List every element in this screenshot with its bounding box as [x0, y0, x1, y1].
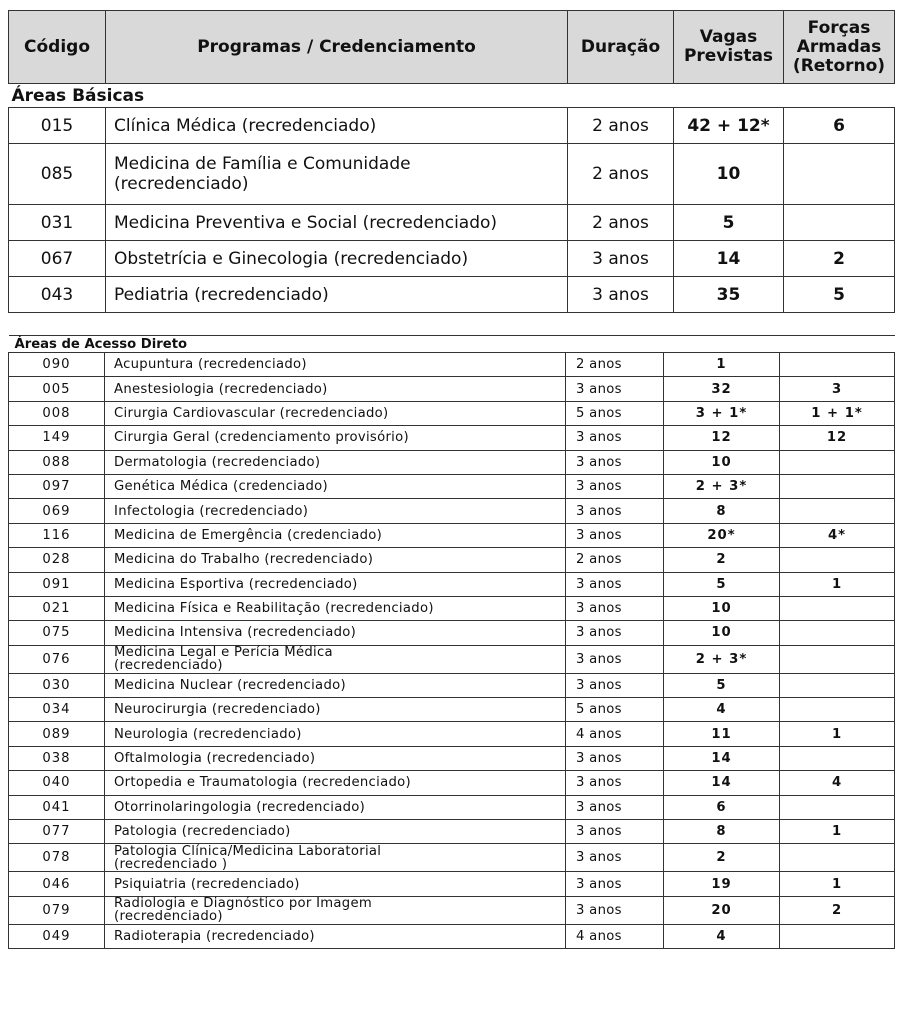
basic-areas-body: [9, 108, 895, 313]
program-name: [105, 844, 566, 872]
forcas-armadas: 5: [784, 277, 895, 313]
table-row: [9, 377, 895, 401]
vagas-previstas: 19: [664, 872, 780, 896]
vagas-previstas: 12: [664, 426, 780, 450]
duration: 3 anos: [566, 377, 664, 401]
vagas-previstas: 14: [664, 771, 780, 795]
table-row: [9, 722, 895, 746]
program-code: 076: [9, 645, 105, 673]
table-row: [9, 572, 895, 596]
program-name: Medicina Física e Reabilitação (recredenciado): [105, 596, 566, 620]
forcas-armadas: 1: [780, 572, 895, 596]
table-row: [9, 872, 895, 896]
program-name: Medicina Nuclear (recredenciado): [105, 673, 566, 697]
program-name: Patologia (recredenciado): [105, 820, 566, 844]
forcas-armadas: [780, 548, 895, 572]
duration: 3 anos: [566, 645, 664, 673]
program-name-line2: (recredenciado): [114, 658, 223, 674]
table-row: [9, 795, 895, 819]
forcas-armadas: 1: [780, 872, 895, 896]
vagas-previstas: 2: [664, 548, 780, 572]
table-row: [9, 426, 895, 450]
program-code: 075: [9, 621, 105, 645]
duration: 3 anos: [566, 872, 664, 896]
program-code: 090: [9, 353, 105, 377]
program-code: 015: [9, 108, 106, 144]
forcas-armadas: 12: [780, 426, 895, 450]
duration: 3 anos: [566, 596, 664, 620]
duration: 2 anos: [568, 144, 674, 205]
table-row: [9, 746, 895, 770]
header-programas: Programas / Credenciamento: [106, 11, 568, 84]
forcas-armadas: 1: [780, 820, 895, 844]
duration: 3 anos: [566, 746, 664, 770]
program-name: Genética Médica (credenciado): [105, 474, 566, 498]
program-name: Obstetrícia e Ginecologia (recredenciado): [106, 241, 568, 277]
program-code: 031: [9, 205, 106, 241]
forcas-armadas: [780, 596, 895, 620]
duration: 3 anos: [566, 450, 664, 474]
program-name: Ortopedia e Traumatologia (recredenciado): [105, 771, 566, 795]
program-name: Acupuntura (recredenciado): [105, 353, 566, 377]
program-name: Dermatologia (recredenciado): [105, 450, 566, 474]
duration: 3 anos: [566, 523, 664, 547]
direct-access-body: [9, 353, 895, 949]
vagas-previstas: 4: [664, 924, 780, 948]
forcas-armadas: [780, 924, 895, 948]
forcas-armadas: [780, 698, 895, 722]
program-code: 116: [9, 523, 105, 547]
header-forcas-line2: Armadas: [796, 36, 882, 57]
vagas-previstas: 35: [674, 277, 784, 313]
program-code: 077: [9, 820, 105, 844]
forcas-armadas: 4*: [780, 523, 895, 547]
program-name: Neurologia (recredenciado): [105, 722, 566, 746]
program-name-line1: Medicina de Família e Comunidade: [114, 154, 411, 174]
program-code: 040: [9, 771, 105, 795]
program-code: 079: [9, 896, 105, 924]
program-code: 078: [9, 844, 105, 872]
duration: 4 anos: [566, 924, 664, 948]
table-row: [9, 924, 895, 948]
forcas-armadas: [784, 144, 895, 205]
duration: 3 anos: [566, 621, 664, 645]
vagas-previstas: 14: [674, 241, 784, 277]
program-name: Oftalmologia (recredenciado): [105, 746, 566, 770]
table-row: [9, 820, 895, 844]
program-name: [105, 645, 566, 673]
duration: 3 anos: [566, 572, 664, 596]
vagas-previstas: 20*: [664, 523, 780, 547]
forcas-armadas: 1 + 1*: [780, 401, 895, 425]
program-name: Otorrinolaringologia (recredenciado): [105, 795, 566, 819]
forcas-armadas: [780, 673, 895, 697]
program-name: Anestesiologia (recredenciado): [105, 377, 566, 401]
duration: 3 anos: [566, 426, 664, 450]
program-code: 091: [9, 572, 105, 596]
program-code: 005: [9, 377, 105, 401]
duration: 3 anos: [566, 499, 664, 523]
forcas-armadas: [780, 621, 895, 645]
program-name: Radioterapia (recredenciado): [105, 924, 566, 948]
vagas-previstas: 20: [664, 896, 780, 924]
program-name: Medicina de Emergência (credenciado): [105, 523, 566, 547]
vagas-previstas: 32: [664, 377, 780, 401]
duration: 2 anos: [566, 353, 664, 377]
vagas-previstas: 4: [664, 698, 780, 722]
table-row: [9, 523, 895, 547]
forcas-armadas: 1: [780, 722, 895, 746]
vagas-previstas: 2: [664, 844, 780, 872]
program-name-line2: (recredenciado): [114, 909, 223, 925]
vagas-previstas: 14: [664, 746, 780, 770]
duration: 5 anos: [566, 401, 664, 425]
program-code: 085: [9, 144, 106, 205]
program-code: 149: [9, 426, 105, 450]
program-name: Pediatria (recredenciado): [106, 277, 568, 313]
forcas-armadas: 2: [784, 241, 895, 277]
program-code: 038: [9, 746, 105, 770]
duration: 3 anos: [566, 820, 664, 844]
program-name-line1: Medicina Legal e Perícia Médica: [114, 645, 333, 661]
table-row: [9, 896, 895, 924]
section-row: [9, 84, 895, 108]
header-duracao: Duração: [568, 11, 674, 84]
header-codigo: Código: [9, 11, 106, 84]
table-row: [9, 108, 895, 144]
table-row: [9, 205, 895, 241]
table-row: [9, 645, 895, 673]
program-name: Cirurgia Geral (credenciamento provisório): [105, 426, 566, 450]
vagas-previstas: 2 + 3*: [664, 645, 780, 673]
program-name: Clínica Médica (recredenciado): [106, 108, 568, 144]
program-code: 021: [9, 596, 105, 620]
program-name: Medicina do Trabalho (recredenciado): [105, 548, 566, 572]
table-row: [9, 474, 895, 498]
table-row: [9, 673, 895, 697]
table-row: [9, 353, 895, 377]
vagas-previstas: 10: [664, 450, 780, 474]
vagas-previstas: 3 + 1*: [664, 401, 780, 425]
program-code: 089: [9, 722, 105, 746]
vagas-previstas: 8: [664, 499, 780, 523]
forcas-armadas: 3: [780, 377, 895, 401]
vagas-previstas: 42 + 12*: [674, 108, 784, 144]
program-code: 049: [9, 924, 105, 948]
program-code: 043: [9, 277, 106, 313]
vagas-previstas: 10: [674, 144, 784, 205]
table-row: [9, 401, 895, 425]
forcas-armadas: 6: [784, 108, 895, 144]
program-name-line2: (recredenciado ): [114, 856, 228, 872]
duration: 5 anos: [566, 698, 664, 722]
forcas-armadas: [784, 205, 895, 241]
program-name: Cirurgia Cardiovascular (recredenciado): [105, 401, 566, 425]
program-code: 041: [9, 795, 105, 819]
program-name: Medicina Intensiva (recredenciado): [105, 621, 566, 645]
table-row: [9, 499, 895, 523]
vagas-previstas: 5: [664, 572, 780, 596]
duration: 3 anos: [566, 771, 664, 795]
duration: 3 anos: [566, 474, 664, 498]
table-row: [9, 771, 895, 795]
program-code: 008: [9, 401, 105, 425]
program-name: [105, 896, 566, 924]
duration: 3 anos: [568, 241, 674, 277]
table-row: [9, 277, 895, 313]
program-name-line1: Patologia Clínica/Medicina Laboratorial: [114, 843, 382, 859]
program-code: 067: [9, 241, 106, 277]
program-name: Psiquiatria (recredenciado): [105, 872, 566, 896]
table-row: [9, 621, 895, 645]
vagas-previstas: 8: [664, 820, 780, 844]
forcas-armadas: [780, 844, 895, 872]
program-name: Medicina Preventiva e Social (recredenciado): [106, 205, 568, 241]
section-title-direto: Áreas de Acesso Direto: [9, 336, 895, 353]
header-vagas-line2: Previstas: [683, 46, 774, 66]
forcas-armadas: [780, 645, 895, 673]
program-name-line1: Radiologia e Diagnóstico por Imagem: [114, 896, 373, 912]
section-title-basicas: Áreas Básicas: [9, 84, 895, 108]
program-code: 028: [9, 548, 105, 572]
header-row: [9, 11, 895, 84]
vagas-previstas: 2 + 3*: [664, 474, 780, 498]
program-code: 069: [9, 499, 105, 523]
program-name-line2: (recredenciado): [114, 174, 249, 194]
direct-access-table: [8, 335, 895, 949]
forcas-armadas: [780, 474, 895, 498]
table-row: [9, 844, 895, 872]
forcas-armadas: [780, 746, 895, 770]
vagas-previstas: 11: [664, 722, 780, 746]
program-code: 046: [9, 872, 105, 896]
basic-areas-table: [8, 10, 895, 313]
duration: 2 anos: [568, 205, 674, 241]
duration: 3 anos: [566, 844, 664, 872]
duration: 4 anos: [566, 722, 664, 746]
duration: 3 anos: [566, 795, 664, 819]
header-forcas-line1: Forças: [807, 17, 871, 38]
header-vagas: [674, 11, 784, 84]
duration: 2 anos: [568, 108, 674, 144]
section-row: [9, 336, 895, 353]
vagas-previstas: 10: [664, 596, 780, 620]
forcas-armadas: [780, 499, 895, 523]
program-code: 097: [9, 474, 105, 498]
table-row: [9, 144, 895, 205]
vagas-previstas: 1: [664, 353, 780, 377]
program-name: Infectologia (recredenciado): [105, 499, 566, 523]
table-row: [9, 450, 895, 474]
forcas-armadas: 4: [780, 771, 895, 795]
table-row: [9, 241, 895, 277]
program-name: [106, 144, 568, 205]
table-row: [9, 698, 895, 722]
header-forcas: [784, 11, 895, 84]
forcas-armadas: [780, 450, 895, 474]
vagas-previstas: 6: [664, 795, 780, 819]
table-row: [9, 548, 895, 572]
duration: 3 anos: [568, 277, 674, 313]
program-name: Neurocirurgia (recredenciado): [105, 698, 566, 722]
header-vagas-line1: Vagas: [699, 27, 758, 47]
forcas-armadas: 2: [780, 896, 895, 924]
duration: 2 anos: [566, 548, 664, 572]
program-name: Medicina Esportiva (recredenciado): [105, 572, 566, 596]
table-row: [9, 596, 895, 620]
forcas-armadas: [780, 353, 895, 377]
duration: 3 anos: [566, 673, 664, 697]
program-code: 088: [9, 450, 105, 474]
program-code: 034: [9, 698, 105, 722]
vagas-previstas: 5: [664, 673, 780, 697]
vagas-previstas: 5: [674, 205, 784, 241]
vagas-previstas: 10: [664, 621, 780, 645]
header-forcas-line3: (Retorno): [792, 55, 886, 76]
duration: 3 anos: [566, 896, 664, 924]
program-code: 030: [9, 673, 105, 697]
forcas-armadas: [780, 795, 895, 819]
